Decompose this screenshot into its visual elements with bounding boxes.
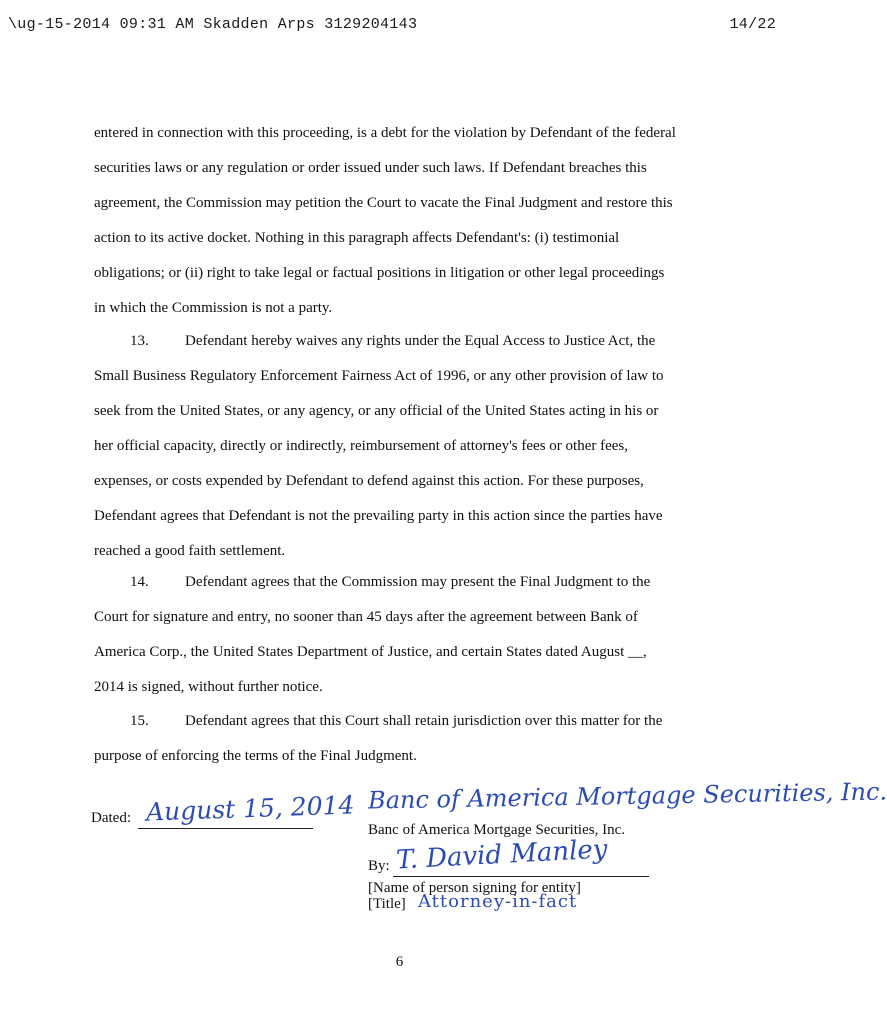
text-line: securities laws or any regulation or order issued under such laws. If Defendant breaches this bbox=[94, 160, 647, 176]
text-line: Defendant hereby waives any rights under the Equal Access to Justice Act, the bbox=[185, 333, 656, 349]
dated-label: Dated: bbox=[91, 810, 131, 826]
handwritten-title: Attorney-in-fact bbox=[418, 891, 578, 912]
text-line: reached a good faith settlement. bbox=[94, 543, 286, 559]
text-line: Defendant agrees that Defendant is not the prevailing party in this action since the parties have bbox=[94, 508, 663, 524]
text-line: obligations; or (ii) right to take legal or factual positions in litigation or other legal proceedings bbox=[94, 265, 665, 281]
fax-sender-line: \ug-15-2014 09:31 AM Skadden Arps 3129204143 bbox=[8, 16, 418, 33]
fax-page-count: 14/22 bbox=[729, 16, 776, 33]
handwritten-date: August 15, 2014 bbox=[145, 790, 355, 827]
title-label: [Title] bbox=[368, 896, 406, 912]
text-line: purpose of enforcing the terms of the Final Judgment. bbox=[94, 748, 417, 764]
paragraph-14 bbox=[94, 565, 710, 705]
paragraph-number: 14. bbox=[130, 574, 149, 590]
name-label: [Name of person signing for entity] bbox=[368, 880, 581, 896]
text-line: 2014 is signed, without further notice. bbox=[94, 679, 323, 695]
paragraph-number: 15. bbox=[130, 713, 149, 729]
text-line: entered in connection with this proceeding, is a debt for the violation by Defendant of the federal bbox=[94, 125, 676, 141]
text-line: agreement, the Commission may petition the Court to vacate the Final Judgment and restore this bbox=[94, 195, 673, 211]
dated-underline bbox=[138, 828, 313, 829]
text-line: Defendant agrees that the Commission may present the Final Judgment to the bbox=[185, 574, 651, 590]
company-name: Banc of America Mortgage Securities, Inc. bbox=[368, 822, 625, 838]
paragraph-13 bbox=[94, 324, 710, 569]
paragraph-15 bbox=[94, 704, 710, 774]
page-number: 6 bbox=[395, 954, 404, 970]
by-label: By: bbox=[368, 858, 390, 874]
text-line: America Corp., the United States Department of Justice, and certain States dated August __, bbox=[94, 644, 647, 660]
handwritten-company-name: Banc of America Mortgage Securities, Inc. bbox=[367, 777, 887, 815]
text-line: Defendant agrees that this Court shall retain jurisdiction over this matter for the bbox=[185, 713, 663, 729]
fax-header bbox=[8, 16, 788, 38]
text-line: expenses, or costs expended by Defendant to defend against this action. For these purposes, bbox=[94, 473, 644, 489]
paragraph-number: 13. bbox=[130, 333, 149, 349]
continuation-paragraph bbox=[94, 116, 710, 326]
text-line: action to its active docket. Nothing in this paragraph affects Defendant's: (i) testimonial bbox=[94, 230, 620, 246]
text-line: in which the Commission is not a party. bbox=[94, 300, 333, 316]
text-line: seek from the United States, or any agency, or any official of the United States acting in his or bbox=[94, 403, 659, 419]
text-line: her official capacity, directly or indirectly, reimbursement of attorney's fees or other fees, bbox=[94, 438, 629, 454]
signature-line bbox=[393, 876, 649, 877]
text-line: Court for signature and entry, no sooner than 45 days after the agreement between Bank of bbox=[94, 609, 638, 625]
text-line: Small Business Regulatory Enforcement Fairness Act of 1996, or any other provision of law to bbox=[94, 368, 664, 384]
signature-block bbox=[0, 770, 887, 912]
handwritten-signature: T. David Manley bbox=[395, 834, 609, 876]
